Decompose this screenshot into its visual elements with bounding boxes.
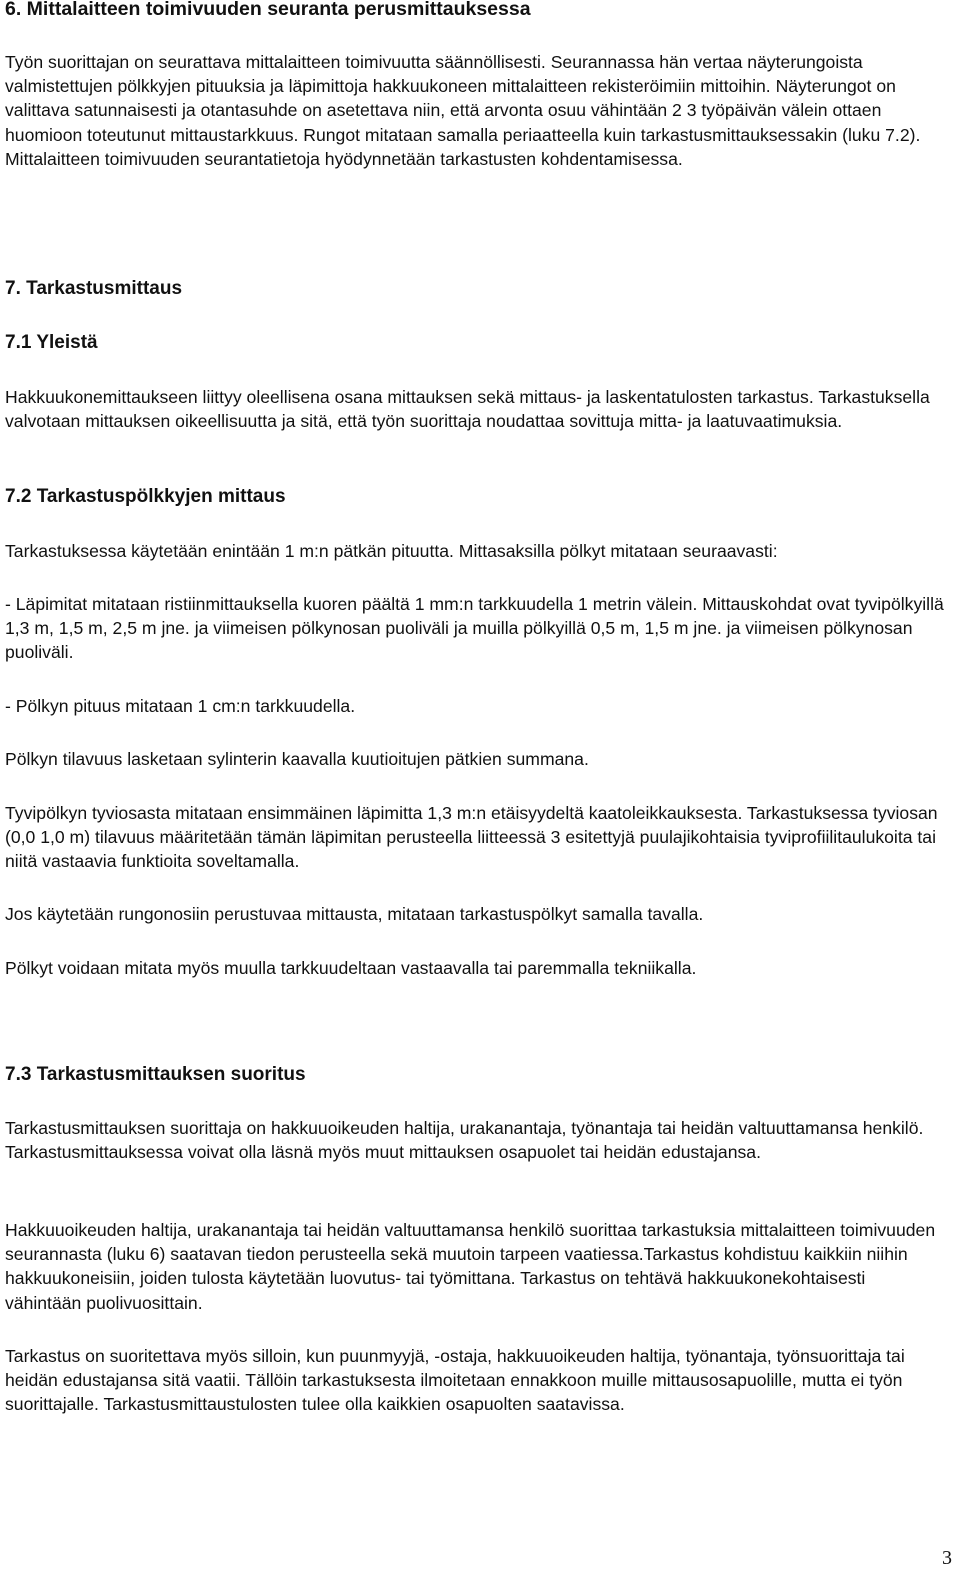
page-number: 3 — [942, 1547, 952, 1569]
section-7-1-heading: 7.1 Yleistä — [5, 332, 98, 353]
section-6-heading: 6. Mittalaitteen toimivuuden seuranta perusmittauksessa — [5, 0, 531, 20]
section-7-2-paragraph-7: Pölkyt voidaan mitata myös muulla tarkkuudeltaan vastaavalla tai paremmalla tekniikalla. — [5, 958, 697, 978]
section-7-2-paragraph-4: Pölkyn tilavuus lasketaan sylinterin kaavalla kuutioitujen pätkien summana. — [5, 749, 589, 769]
section-7-2-paragraph-2: - Läpimitat mitataan ristiinmittauksella kuoren päältä 1 mm:n tarkkuudella 1 metrin välein. Mittauskohdat ovat tyvipölkyillä 1,3 m, 1,5 m, 2,5 m jne. ja viimeisen pölkynosan puoliväli ja muilla pölkyillä 0,5 m, 1,5 m jne. ja viimeisen pölkynosan puoliväli. — [5, 594, 944, 663]
section-6-paragraph: Työn suorittajan on seurattava mittalaitteen toimivuutta säännöllisesti. Seurannassa hän vertaa näyterungoista valmistettujen pölkkyjen pituuksia ja läpimittoja hakkuukoneen mittalaitteen rekisteröimiin mittoihin. Näyterungot on valittava satunnaisesti ja otantasuhde on asetettava niin, että arvonta osuu vähintään 2 3 työpäivän välein ottaen huomioon toteutunut mittaustarkkuus. Rungot mitataan samalla periaatteella kuin tarkastusmittauksessakin (luku 7.2). Mittalaitteen toimivuuden seurantatietoja hyödynnetään tarkastusten kohdentamisessa. — [5, 52, 921, 169]
section-7-1-paragraph: Hakkuukonemittaukseen liittyy oleellisena osana mittauksen sekä mittaus- ja laskentatulosten tarkastus. Tarkastuksella valvotaan mittauksen oikeellisuutta ja sitä, että työn suorittaja noudattaa sovittuja mitta- ja laatuvaatimuksia. — [5, 387, 930, 432]
section-7-3-paragraph-3: Tarkastus on suoritettava myös silloin, kun puunmyyjä, -ostaja, hakkuuoikeuden haltija, työnantaja, työnsuorittaja tai heidän edustajansa sitä vaatii. Tällöin tarkastuksesta ilmoitetaan ennakkoon muille mittausosapuolille, mutta ei työn suorittajalle. Tarkastusmittaustulosten tulee olla kaikkien osapuolten saatavissa. — [5, 1346, 905, 1415]
section-7-2-paragraph-5: Tyvipölkyn tyviosasta mitataan ensimmäinen läpimitta 1,3 m:n etäisyydeltä kaatoleikkauksesta. Tarkastuksessa tyviosan (0,0 1,0 m) tilavuus määritetään tämän läpimitan perusteella liitteessä 3 esitettyjä puulajikohtaisia tyviprofiilitaulukoita tai niitä vastaavia funktioita soveltamalla. — [5, 803, 938, 872]
section-7-3-paragraph-2: Hakkuuoikeuden haltija, urakanantaja tai heidän valtuuttamansa henkilö suorittaa tarkastuksia mittalaitteen toimivuuden seurannasta (luku 6) saatavan tiedon perusteella sekä muutoin tarpeen vaatiessa.Tarkastus kohdistuu kaikkiin niihin hakkuukoneisiin, joiden tulosta käytetään luovutus- tai työmittana. Tarkastus on tehtävä hakkuukonekohtaisesti vähintään puolivuosittain. — [5, 1220, 936, 1313]
section-7-3-paragraph-1: Tarkastusmittauksen suorittaja on hakkuuoikeuden haltija, urakanantaja, työnantaja tai heidän valtuuttamansa henkilö. Tarkastusmittauksessa voivat olla läsnä myös muut mittauksen osapuolet tai heidän edustajansa. — [5, 1118, 924, 1163]
section-7-2-paragraph-3: - Pölkyn pituus mitataan 1 cm:n tarkkuudella. — [5, 696, 356, 716]
section-7-2-paragraph-1: Tarkastuksessa käytetään enintään 1 m:n pätkän pituutta. Mittasaksilla pölkyt mitataan seuraavasti: — [5, 541, 778, 561]
section-7-3-heading: 7.3 Tarkastusmittauksen suoritus — [5, 1064, 306, 1085]
section-7-2-heading: 7.2 Tarkastuspölkkyjen mittaus — [5, 486, 286, 507]
section-7-2-paragraph-6: Jos käytetään rungonosiin perustuvaa mittausta, mitataan tarkastuspölkyt samalla tavalla. — [5, 904, 704, 924]
section-7-heading: 7. Tarkastusmittaus — [5, 278, 183, 299]
